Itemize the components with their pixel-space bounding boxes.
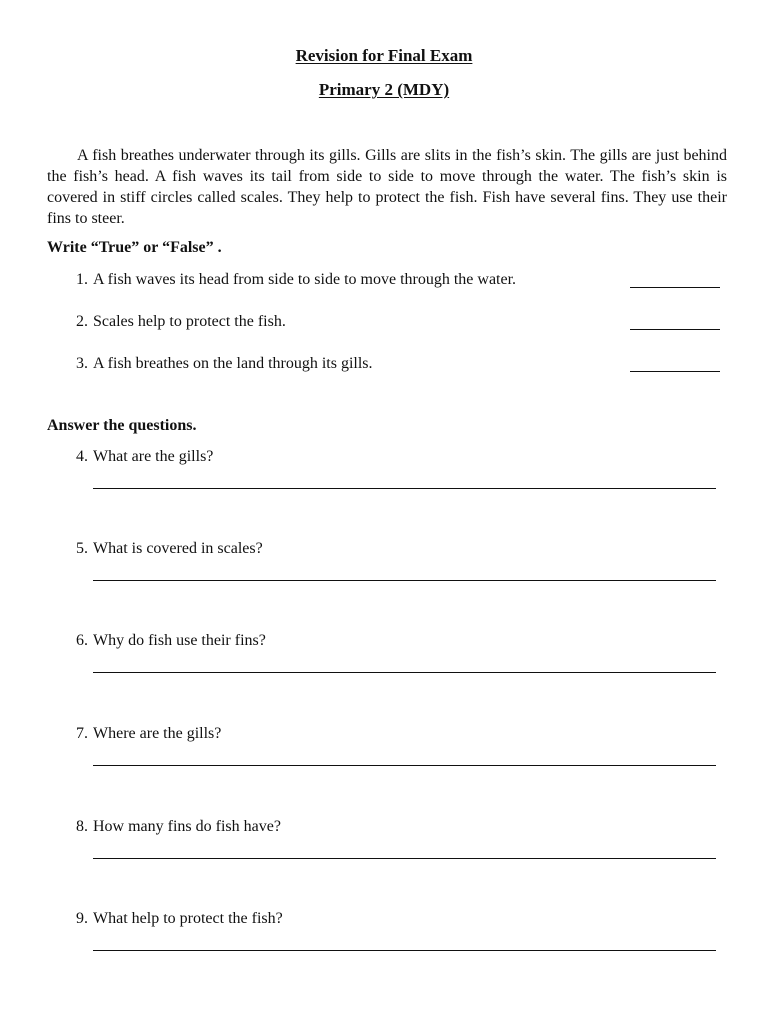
question-number: 4. [76,448,88,465]
question-text: What is covered in scales? [93,540,263,557]
question-item [0,540,768,600]
item-statement: A fish waves its head from side to side to move through the water. [93,271,517,288]
answer-line[interactable] [93,488,716,489]
answer-line[interactable] [93,580,716,581]
item-number: 3. [76,355,88,372]
answer-line[interactable] [93,765,716,766]
answer-line[interactable] [93,950,716,951]
answer-line[interactable] [93,858,716,859]
question-number: 6. [76,632,88,649]
true-false-heading: Write “True” or “False” . [47,239,222,256]
true-false-item [0,313,768,335]
question-item [0,448,768,508]
answer-blank[interactable] [630,287,720,288]
question-number: 7. [76,725,88,742]
question-item [0,725,768,785]
answer-blank[interactable] [630,371,720,372]
item-statement: A fish breathes on the land through its gills. [93,355,373,372]
reading-passage: A fish breathes underwater through its gills. Gills are slits in the fish’s skin. The gills are just behind the fish’s head. A fish waves its tail from side to side to move through the water. The fish’s skin is covered in stiff circles called scales. They help to protect the fish. Fish have several fins. They use their fins to steer. [47,147,727,227]
question-text: Why do fish use their fins? [93,632,266,649]
item-number: 1. [76,271,88,288]
questions-heading: Answer the questions. [47,417,197,434]
question-text: How many fins do fish have? [93,818,281,835]
question-item [0,818,768,878]
answer-blank[interactable] [630,329,720,330]
true-false-item [0,271,768,293]
item-statement: Scales help to protect the fish. [93,313,286,330]
question-item [0,632,768,692]
true-false-item [0,355,768,377]
item-number: 2. [76,313,88,330]
answer-line[interactable] [93,672,716,673]
page-title: Revision for Final Exam [295,46,473,65]
question-number: 8. [76,818,88,835]
question-item [0,910,768,970]
question-number: 5. [76,540,88,557]
question-number: 9. [76,910,88,927]
page-subtitle: Primary 2 (MDY) [318,80,450,99]
question-text: What help to protect the fish? [93,910,283,927]
question-text: Where are the gills? [93,725,222,742]
question-text: What are the gills? [93,448,214,465]
